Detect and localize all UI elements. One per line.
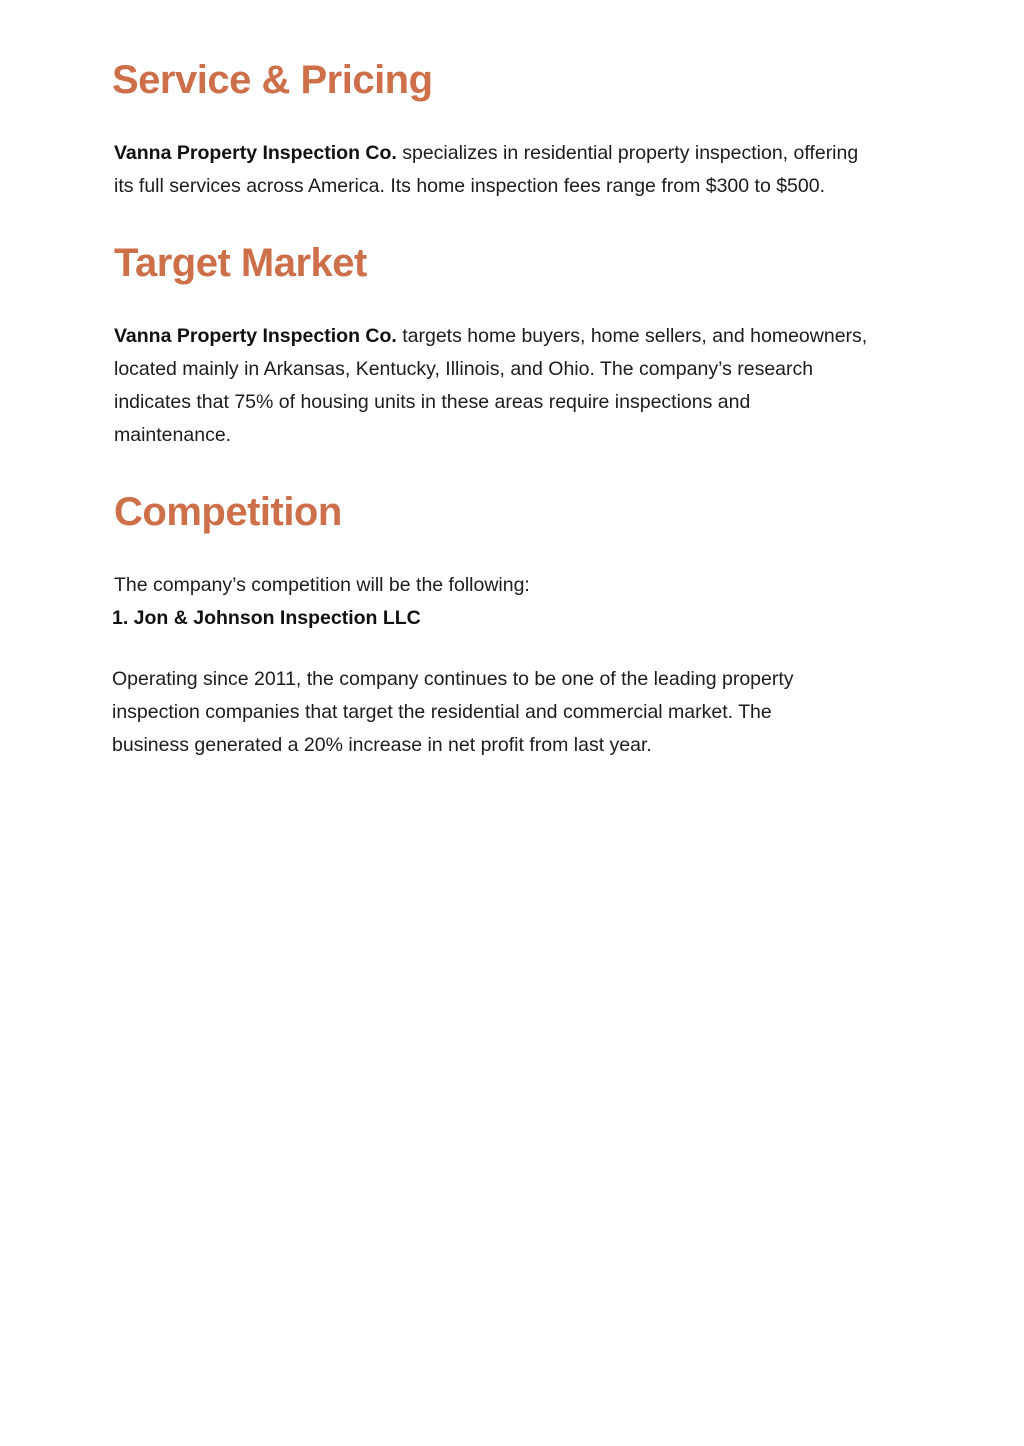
section-heading-competition: Competition	[114, 490, 342, 534]
company-name: Vanna Property Inspection Co.	[114, 325, 397, 347]
section-heading-service-pricing: Service & Pricing	[112, 58, 433, 102]
paragraph-line	[114, 325, 867, 347]
competitor-title: 1. Jon & Johnson Inspection LLC	[112, 607, 421, 629]
paragraph-line	[114, 142, 858, 164]
paragraph-line: indicates that 75% of housing units in these areas require inspections and	[114, 391, 751, 413]
paragraph-line: business generated a 20% increase in net profit from last year.	[112, 734, 652, 756]
target-market-paragraph	[114, 320, 914, 452]
line-text: specializes in residential property inspection, offering	[396, 142, 859, 164]
competition-intro: The company’s competition will be the following:	[114, 574, 530, 596]
company-name: Vanna Property Inspection Co.	[114, 142, 397, 164]
paragraph-line: maintenance.	[114, 424, 232, 446]
competitor-description	[112, 663, 912, 762]
section-heading-target-market: Target Market	[114, 241, 367, 285]
paragraph-line: located mainly in Arkansas, Kentucky, Illinois, and Ohio. The company’s research	[114, 358, 814, 380]
paragraph-line: its full services across America. Its home inspection fees range from $300 to $500.	[114, 175, 826, 197]
line-text: targets home buyers, home sellers, and homeowners,	[396, 325, 868, 347]
paragraph-line: Operating since 2011, the company continues to be one of the leading property	[112, 668, 794, 690]
paragraph-line: inspection companies that target the residential and commercial market. The	[112, 701, 772, 723]
service-pricing-paragraph	[114, 137, 914, 203]
